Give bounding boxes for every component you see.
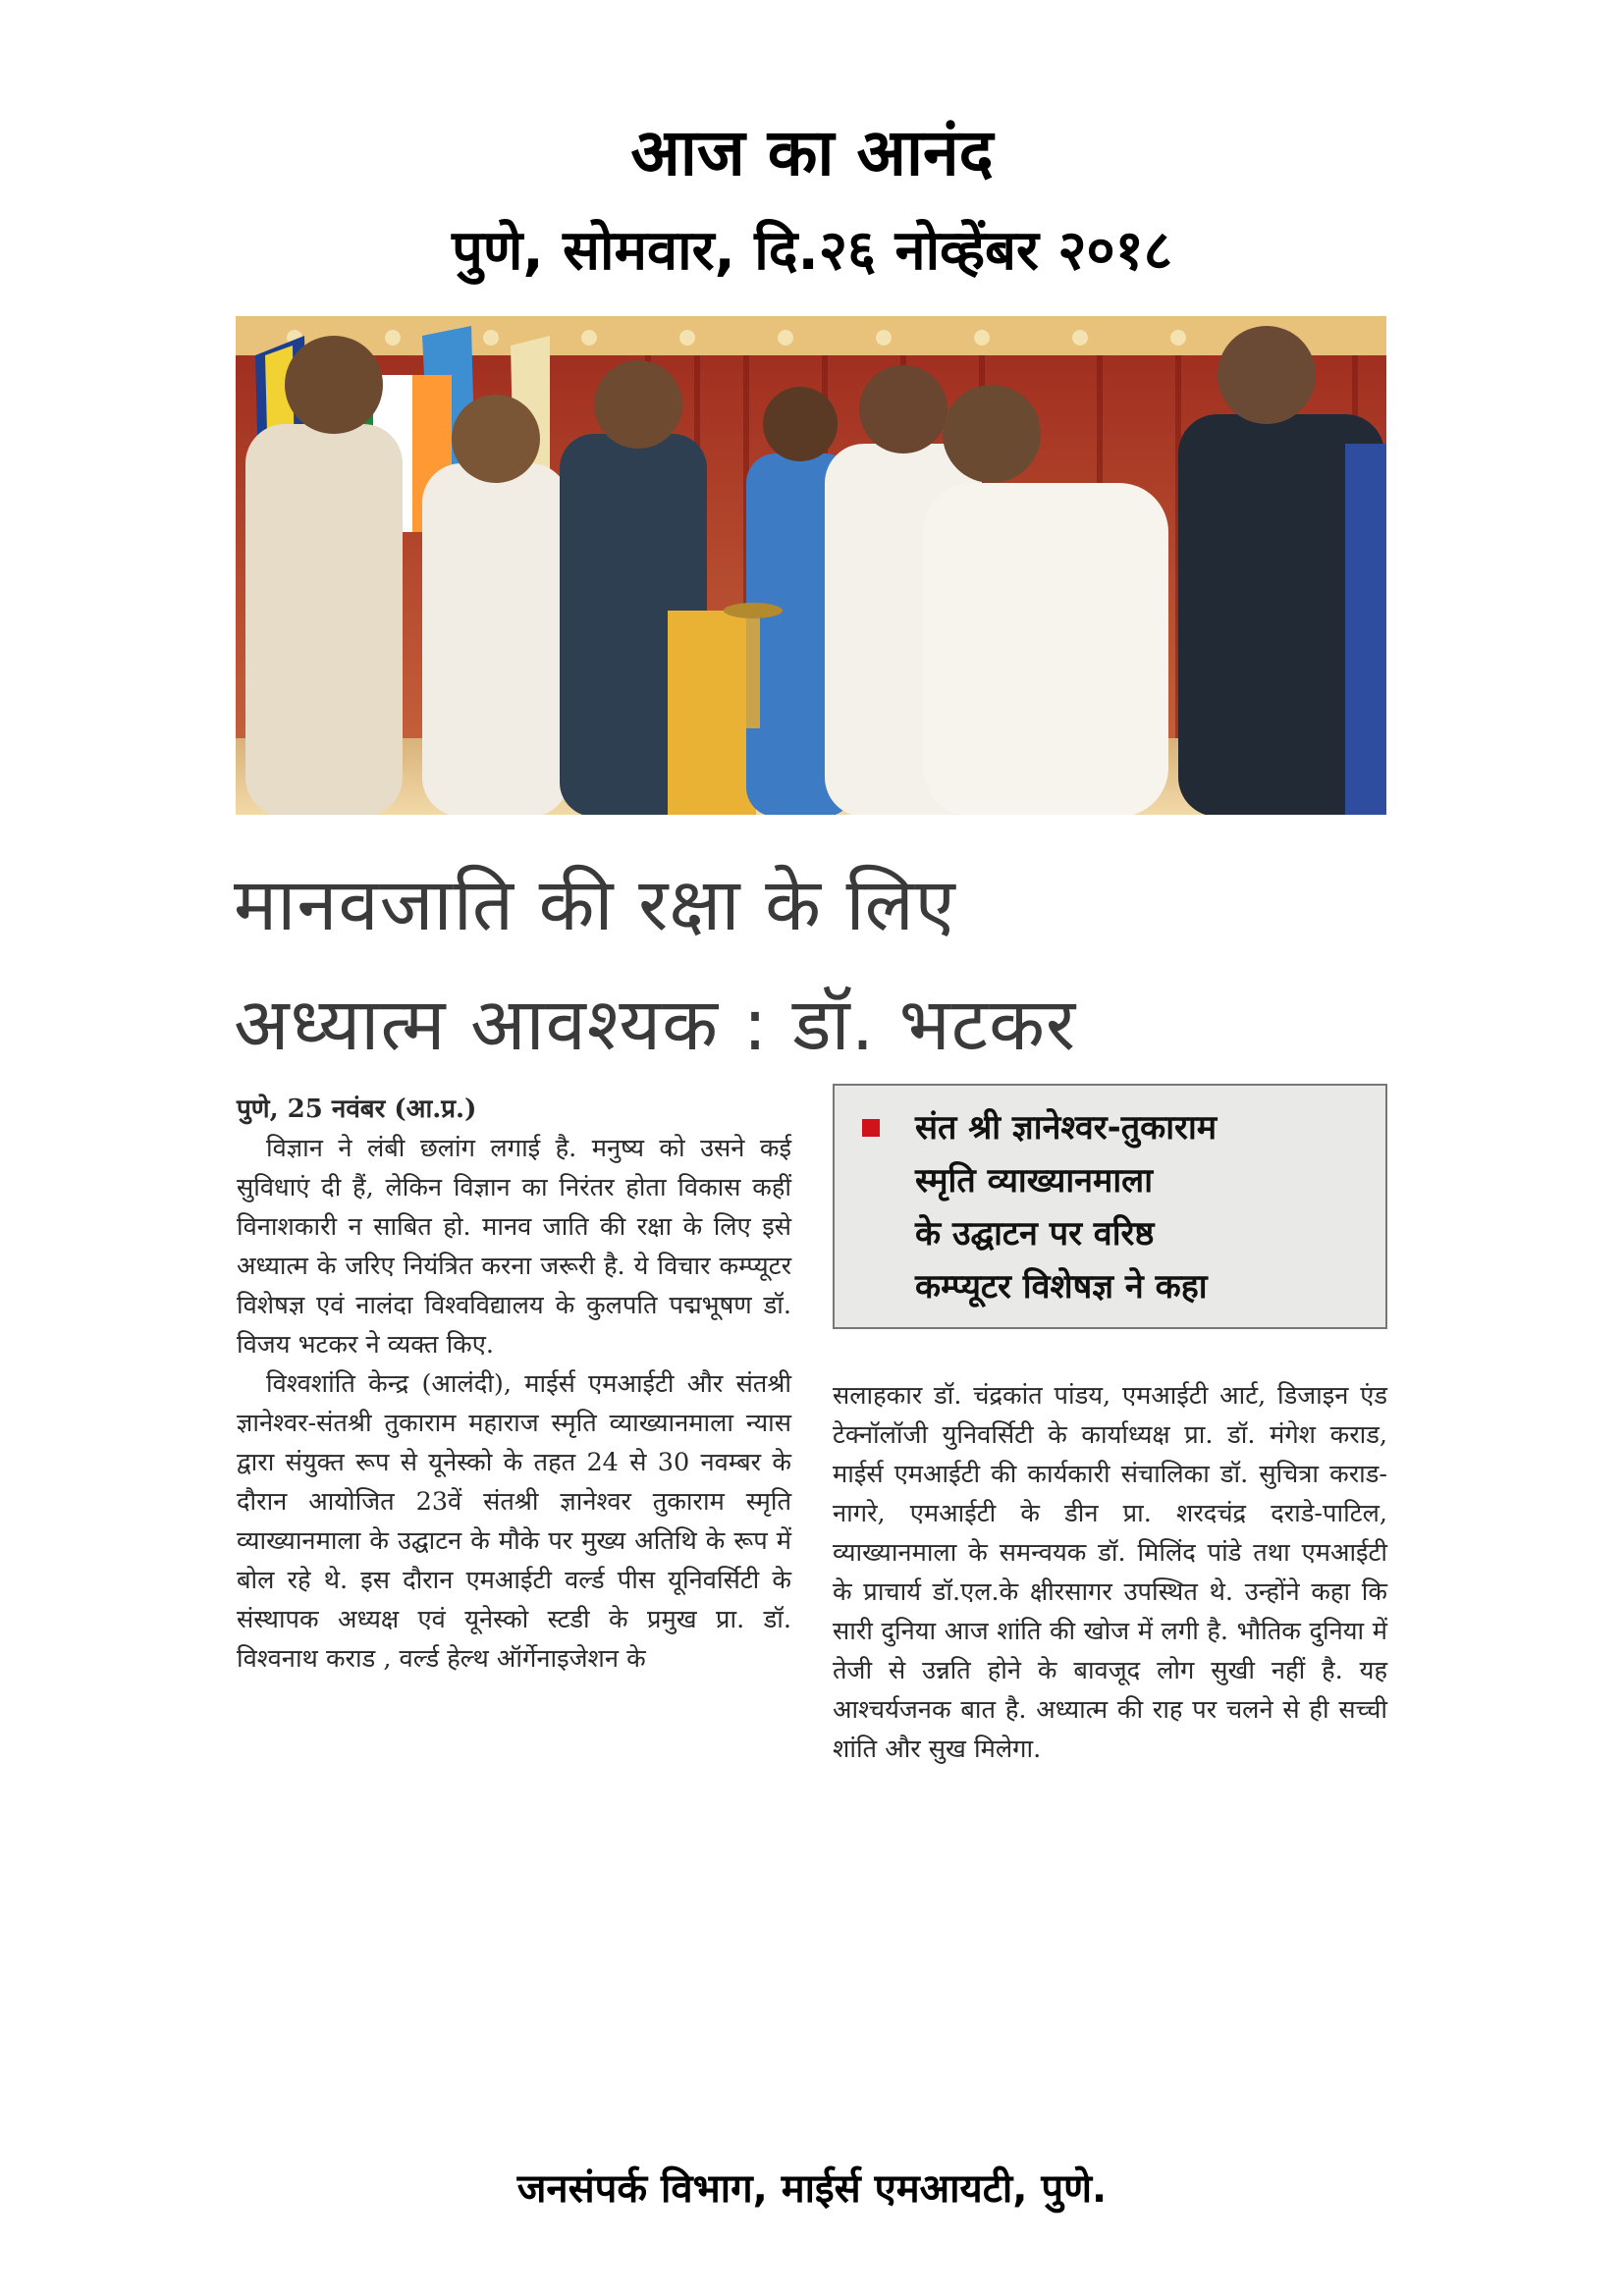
article-paragraph: विज्ञान ने लंबी छलांग लगाई है. मनुष्य को उसने कई सुविधाएं दी हैं, लेकिन विज्ञान का निरंतर होता विकास कहीं विनाशकारी न साबित हो. मानव जाति की रक्षा के लिए इसे अध्यात्म के जरिए नियंत्रित करना जरूरी है. ये विचार कम्प्यूटर विशेषज्ञ एवं नालंदा विश्वविद्यालय के कुलपति पद्मभूषण डॉ. विजय भटकर ने व्यक्त किए. — [237, 1134, 791, 1360]
highlight-box — [833, 1084, 1387, 1329]
newspaper-dateline: पुणे, सोमवार, दि.२६ नोव्हेंबर २०१८ — [452, 219, 1172, 283]
article-paragraph: सलाहकार डॉ. चंद्रकांत पांडय, एमआईटी आर्ट, डिजाइन एंड टेक्नॉलॉजी युनिवर्सिटी के कार्याध्यक्ष प्रा. डॉ. मंगेश कराड, माईर्स एमआईटी की कार्यकारी संचालिका डॉ. सुचित्रा कराड-नागरे, एमआईटी के डीन प्रा. शरदचंद्र दराडे-पाटिल, व्याख्यानमाला के समन्वयक डॉ. मिलिंद पांडे तथा एमआईटी के प्राचार्य डॉ.एल.के क्षीरसागर उपस्थित थे. उन्होंने कहा कि सारी दुनिया आज शांति की खोज में लगी है. भौतिक दुनिया में तेजी से उन्नति होने के बावजूद लोग सुखी नहीं है. यह आश्चर्यजनक बात है. अध्यात्म की राह पर चलने से ही सच्ची शांति और सुख मिलेगा. — [833, 1381, 1387, 1764]
headline-line-1: मानवजाति की रक्षा के लिए — [234, 863, 956, 947]
highlight-line: संत श्री ज्ञानेश्वर-तुकाराम — [915, 1108, 1218, 1148]
article-column-right — [833, 1376, 1387, 1769]
article-paragraph: विश्वशांति केन्द्र (आलंदी), माईर्स एमआईटी और संतश्री ज्ञानेश्वर-संतश्री तुकाराम महाराज स्मृति व्याख्यानमाला न्यास द्वारा संयुक्त रूप से यूनेस्को के तहत 24 से 30 नवम्बर के दौरान आयोजित 23वें संतश्री ज्ञानेश्वर तुकाराम स्मृति व्याख्यानमाला के उद्घाटन के मौके पर मुख्य अतिथि के रूप में बोल रहे थे. इस दौरान एमआईटी वर्ल्ड पीस यूनिवर्सिटी के संस्थापक अध्यक्ष एवं यूनेस्को स्टडी के प्रमुख प्रा. डॉ. विश्वनाथ कराड , वर्ल्ड हेल्थ ऑर्गेनाइजेशन के — [237, 1369, 791, 1674]
highlight-line: के उद्घाटन पर वरिष्ठ — [915, 1214, 1155, 1254]
highlight-line: कम्प्यूटर विशेषज्ञ ने कहा — [915, 1267, 1208, 1307]
highlight-line: स्मृति व्याख्यानमाला — [915, 1161, 1154, 1201]
article-column-left — [237, 1090, 791, 1679]
headline-line-2: अध्यात्म आवश्यक : डॉ. भटकर — [234, 983, 1077, 1067]
footer-credit: जनसंपर्क विभाग, माईर्स एमआयटी, पुणे. — [516, 2166, 1108, 2212]
event-photo — [236, 316, 1386, 815]
newspaper-title: आज का आनंद — [630, 115, 994, 190]
square-bullet-icon — [862, 1119, 880, 1137]
article-dateline: पुणे, 25 नवंबर (आ.प्र.) — [237, 1095, 477, 1124]
